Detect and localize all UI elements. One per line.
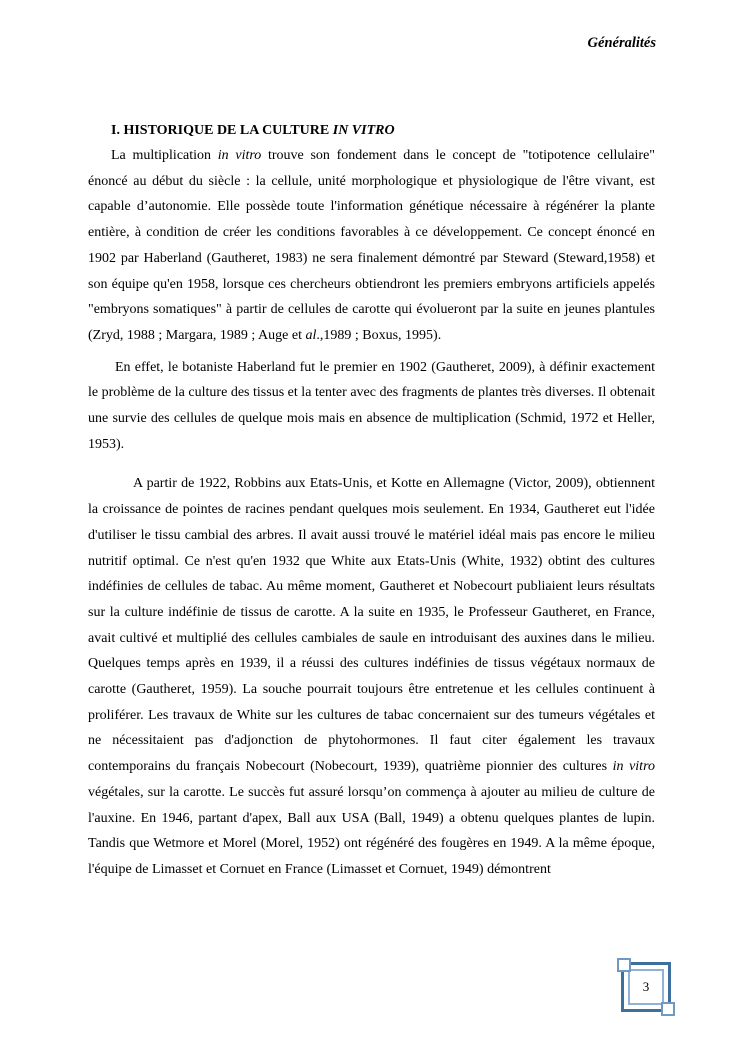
page-number-box xyxy=(621,962,671,1012)
p3-italic-in-vitro: in vitro xyxy=(612,759,655,775)
p3-text-a: A partir de 1922, Robbins aux Etats-Unis, et Kotte en Allemagne (Victor, 2009), obtiennent la croissance de pointes de racines pendant quelques mois seulement. En 1934, Gautheret eut l'idée d'utiliser le tissu cambial des arbres. Il avait aussi trouvé le matériel idéal mais pas encore le milieu nutritif optimal. Ce n'est qu'en 1932 que White aux Etats-Unis (White, 1932) obtint des cultures indéfinies de cellules de tabac. Au même moment, Gautheret et Nobecourt publiaient leurs résultats sur la culture indéfinie de tissus de carotte. A la suite en 1935, le Professeur Gautheret, en France, avait cultivé et multiplié des cellules cambiales de saule en introduisant des auxines dans le milieu. Quelques temps après en 1939, il a réussi des cultures indéfinies de tissus végétaux normaux de carotte (Gautheret, 1959). La souche pourrait toujours être entretenue et les cellules continuent à proliférer. Les travaux de White sur les cultures de tabac concernaient sur des tumeurs végétales et ne nécessitaient pas d'adjonction de phytohormones. Il faut citer également les travaux contemporains du français Nobecourt (Nobecourt, 1939), quatrième pionnier des cultures xyxy=(88,476,655,775)
heading-italic: IN VITRO xyxy=(332,123,395,138)
running-header: Généralités xyxy=(587,35,656,51)
p1-text-b: trouve son fondement dans le concept de "totipotence cellulaire" énoncé au début du siècle : la cellule, unité morphologique et physiologique de l'être vivant, est capable d’autonomie. Elle possède toute l'information génétique nécessaire à régénérer la plante entière, à condition de créer les conditions favorables à ce développement. Ce concept énoncé en 1902 par Haberland (Gautheret, 1983) ne sera finalement démontré par Steward (Steward,1958) et son équipe qu'en 1958, lorsque ces chercheurs obtiendront les premiers embryons artificiels appelés "embryons somatiques" à partir de cellules de carotte qui évolueront par la suite en jeunes plantules (Zryd, 1988 ; Margara, 1989 ; Auge et xyxy=(88,148,656,343)
paragraph-2: En effet, le botaniste Haberland fut le premier en 1902 (Gautheret, 2009), à définir exactement le problème de la culture des tissus et la tenter avec des fragments de plantes très diverses. Il obtenait une survie des cellules de quelque mois mais en absence de multiplication (Schmid, 1972 et Heller, 1953). xyxy=(88,359,655,452)
page-number: 3 xyxy=(642,979,650,994)
p3-text-b: végétales, sur la carotte. Le succès fut assuré lorsqu’on commença à ajouter au milieu de culture de l'auxine. En 1946, partant d'apex, Ball aux USA (Ball, 1949) a obtenu quelques plantes de lupin. Tandis que Wetmore et Morel (Morel, 1952) ont régénéré des fougères en 1949. A la même époque, l'équipe de Limasset et Cornuet en France (Limasset et Cornuet, 1949) démontrent xyxy=(88,784,655,877)
heading-text: I. HISTORIQUE DE LA CULTURE xyxy=(111,123,333,138)
p1-italic-in-vitro: in vitro xyxy=(217,148,262,163)
p1-text-c: .,1989 ; Boxus, 1995). xyxy=(316,327,442,343)
paragraph-3 xyxy=(88,471,655,882)
paragraph-1 xyxy=(88,143,655,349)
p1-italic-al: al xyxy=(305,327,317,343)
page-body xyxy=(88,119,655,883)
section-heading xyxy=(88,119,655,143)
p1-text-a: La multiplication xyxy=(111,148,218,163)
